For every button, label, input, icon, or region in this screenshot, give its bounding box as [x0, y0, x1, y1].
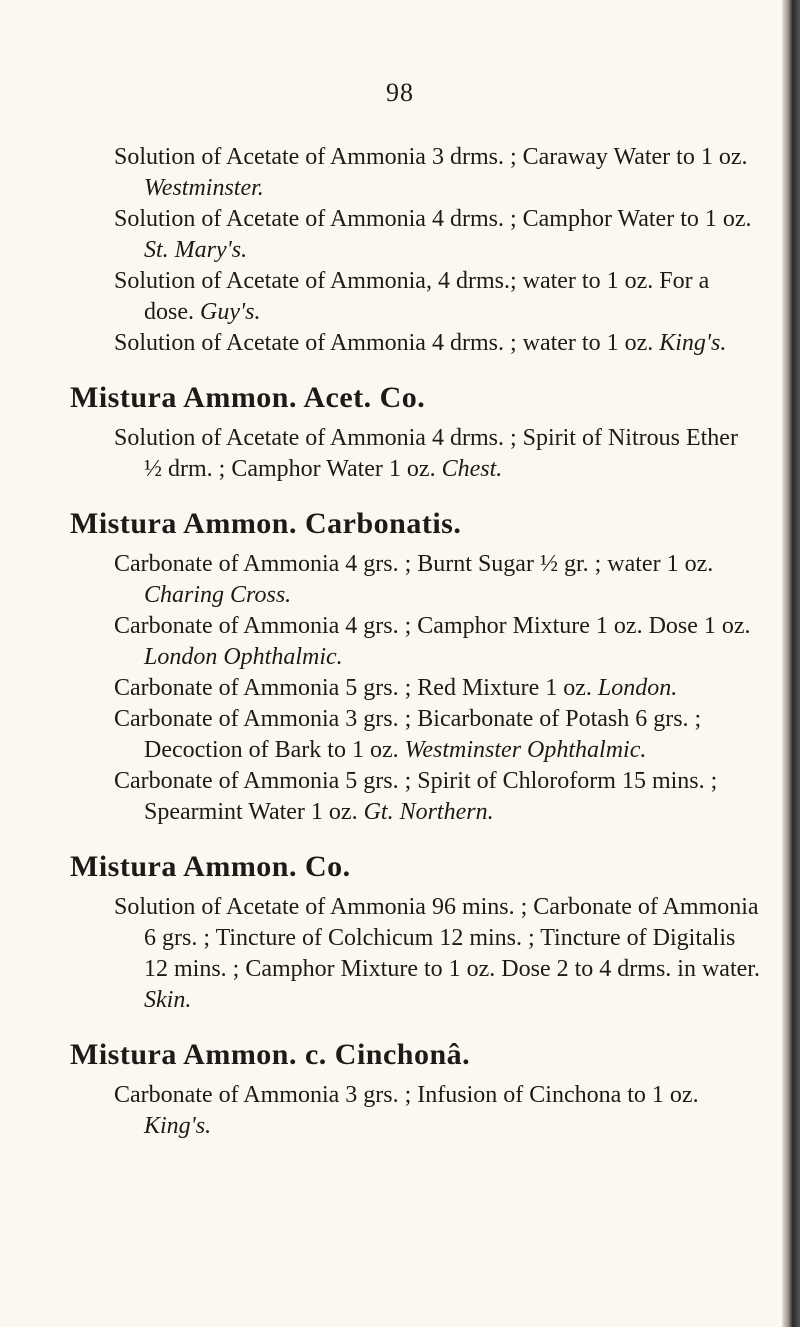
hospital-source: Guy's.: [200, 299, 261, 325]
recipe-text: Solution of Acetate of Ammonia 4 drms. ; Spirit of Nitrous Ether ½ drm. ; Camphor Water 1 oz.: [114, 425, 738, 482]
recipe-text: Carbonate of Ammonia 4 grs. ; Burnt Sugar ½ gr. ; water 1 oz.: [114, 551, 714, 577]
book-spine-edge: [782, 0, 800, 1327]
recipe-entry: [114, 328, 760, 359]
recipe-entry: [114, 766, 760, 828]
recipe-text: Solution of Acetate of Ammonia 96 mins. ; Carbonate of Ammonia 6 grs. ; Tincture of Colchicum 12 mins. ; Tincture of Digitalis 12 mins. ; Camphor Mixture to 1 oz. Dose 2 to 4 drms. in water.: [114, 894, 760, 982]
recipe-text: Carbonate of Ammonia 3 grs. ; Infusion of Cinchona to 1 oz.: [114, 1082, 699, 1108]
recipe-entry: [114, 1080, 760, 1142]
hospital-source: Chest.: [441, 456, 503, 482]
hospital-source: London Ophthalmic.: [144, 644, 343, 670]
recipe-entry: [114, 611, 760, 673]
recipe-entry: [114, 704, 760, 766]
hospital-source: London.: [597, 675, 678, 701]
hospital-source: King's.: [144, 1113, 212, 1139]
recipe-text: Solution of Acetate of Ammonia 4 drms. ; water to 1 oz.: [114, 330, 654, 356]
recipe-entry: [114, 142, 760, 204]
recipe-entry: [114, 204, 760, 266]
section-heading: Mistura Ammon. Acet. Co.: [70, 381, 426, 414]
recipe-text: Carbonate of Ammonia 5 grs. ; Red Mixture 1 oz.: [114, 675, 592, 701]
recipe-entry: [114, 892, 760, 1016]
recipe-entry: [114, 423, 760, 485]
hospital-source: Gt. Northern.: [363, 799, 494, 825]
recipe-entry: [114, 266, 760, 328]
hospital-source: Westminster Ophthalmic.: [404, 737, 647, 763]
recipe-text: Carbonate of Ammonia 3 grs. ; Bicarbonate of Potash 6 grs. ; Decoction of Bark to 1 oz.: [114, 706, 702, 763]
page-number: 98: [386, 78, 414, 107]
recipe-text: Carbonate of Ammonia 4 grs. ; Camphor Mixture 1 oz. Dose 1 oz.: [114, 613, 751, 639]
hospital-source: Charing Cross.: [144, 582, 292, 608]
recipe-text: Carbonate of Ammonia 5 grs. ; Spirit of Chloroform 15 mins. ; Spearmint Water 1 oz.: [114, 768, 718, 825]
recipe-text: Solution of Acetate of Ammonia 3 drms. ; Caraway Water to 1 oz.: [114, 144, 748, 170]
recipe-text: Solution of Acetate of Ammonia, 4 drms.; water to 1 oz. For a dose.: [114, 268, 710, 325]
section-heading: Mistura Ammon. Carbonatis.: [70, 507, 462, 540]
section-heading: Mistura Ammon. Co.: [70, 850, 351, 883]
recipe-entry: [114, 673, 760, 704]
recipe-text: Solution of Acetate of Ammonia 4 drms. ; Camphor Water to 1 oz.: [114, 206, 752, 232]
page-content: [70, 142, 760, 1142]
section-heading: Mistura Ammon. c. Cinchonâ.: [70, 1038, 471, 1071]
hospital-source: King's.: [659, 330, 727, 356]
recipe-entry: [114, 549, 760, 611]
hospital-source: Skin.: [144, 987, 192, 1013]
hospital-source: Westminster.: [144, 175, 264, 201]
hospital-source: St. Mary's.: [144, 237, 248, 263]
